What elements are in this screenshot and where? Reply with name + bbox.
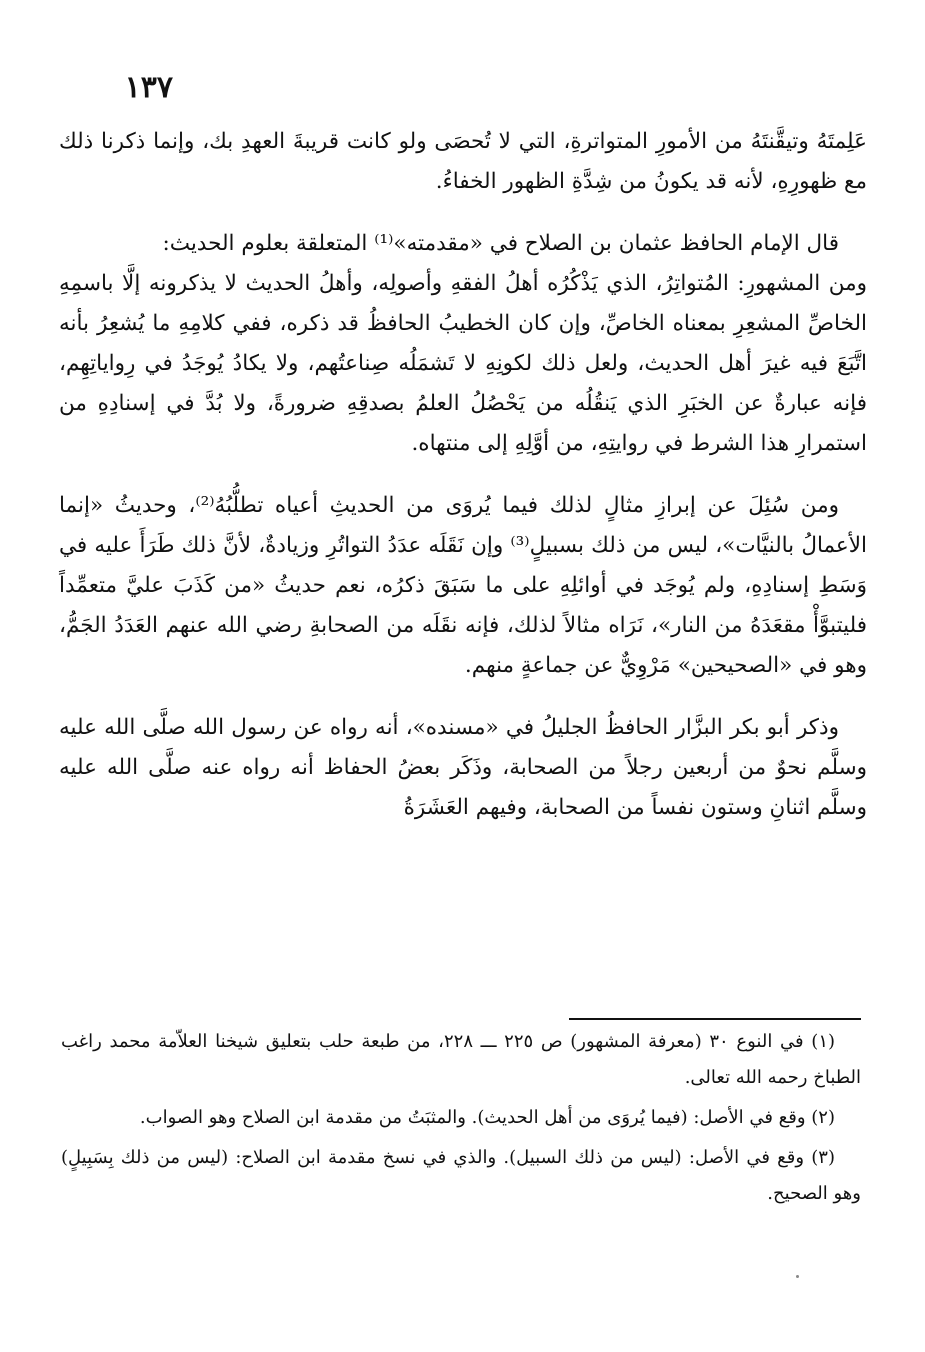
quote-intro: قال الإمام الحافظ عثمان بن الصلاح في «مقدمته»⁽¹⁾ المتعلقة بعلوم الحديث: (162, 231, 839, 256)
footnote-2: (٢) وقع في الأصل: (فيما يُروَى من أهل الحديث). والمثبَتُ من مقدمة ابن الصلاح وهو الصواب. (139, 1107, 835, 1128)
footnote-1: (١) في النوع ٣٠ (معرفة المشهور) ص ٢٢٥ ـــ ٢٢٨، من طبعة حلب بتعليق شيخنا العلاّمة محمد راغب الطباخ رحمه الله تعالى. (61, 1031, 861, 1088)
footnote-3: (٣) وقع في الأصل: (ليس من ذلك السبيل). والذي في نسخ مقدمة ابن الصلاح: (ليس من ذلك بِسَبِيلٍ) وهو الصحيح. (61, 1147, 861, 1204)
paragraph: وذكر أبو بكر البزَّار الحافظُ الجليلُ في «مسنده»، أنه رواه عن رسول الله صلَّى الله عليه وسلَّم نحوٌ من أربعين رجلاً من الصحابة، وذَكَر بعضُ الحفاظ أنه رواه عنه صلَّى الله عليه وسلَّم اثنانِ وستون نفساً من الصحابة، وفيهم العَشَرَةُ (59, 715, 867, 820)
page-number: ١٣٧ (124, 70, 173, 105)
scan-speck (796, 1275, 799, 1278)
paragraph: ومن المشهورِ: المُتواتِرُ، الذي يَذْكُرُه أهلُ الفقهِ وأصولِه، وأهلُ الحديث لا يذكرونه إلَّا باسمِهِ الخاصِّ المشعِرِ بمعناه الخاصِّ، وإن كان الخطيبُ الحافظُ قد ذكره، ففي كلامِهِ ما يُشعِرُ بأنه اتَّبَعَ فيه غيرَ أهل الحديث، ولعل ذلك لكونِهِ لا تَشمَلُه صِناعتُهم، ولا يكادُ يُوجَدُ في رِواياتِهِم، فإنه عبارةٌ عن الخبَرِ الذي يَنقُلُه من يَحْصُلُ العلمُ بصدقِهِ ضرورةً، ولا بُدَّ في إسنادِهِ من استمرارِ هذا الشرط في روايتِهِ، من أوَّلِهِ إلى منتهاه. (59, 271, 867, 456)
paragraph: ومن سُئِلَ عن إبرازِ مثالٍ لذلك فيما يُروَى من الحديثِ أعياه تطلُّبُهُ⁽²⁾، وحديثُ «إنما الأعمالُ بالنيَّات»، ليس من ذلك بسبيلٍ⁽³⁾ وإن نَقَلَه عدَدُ التواتُرِ وزيادةٌ، لأنَّ ذلك طَرَأَ عليه في وَسَطِ إسنادِهِ، ولم يُوجَد في أوائلِهِ على ما سَبَقَ ذكرُه، نعم حديثُ «من كَذَبَ عليَّ متعمِّداً فليتبوَّأْ مقعَدَهُ من النار»، نَرَاه مثالاً لذلك، فإنه نقَلَه من الصحابةِ رضي الله عنهم العَدَدُ الجَمُّ، وهو في «الصحيحين» مَرْوِيٌّ عن جماعةٍ منهم. (59, 493, 867, 678)
paragraph: عَلِمتَهُ وتيقَّنتَهُ من الأمورِ المتواترةِ، التي لا تُحصَى ولو كانت قريبةَ العهدِ بك، وإنما ذكرنا ذلك مع ظهورِهِ، لأنه قد يكونُ من شِدَّةِ الظهور الخفاءُ. (59, 129, 867, 194)
footnote-divider (569, 1018, 861, 1020)
footnotes (61, 1024, 861, 1216)
main-text (59, 122, 867, 850)
